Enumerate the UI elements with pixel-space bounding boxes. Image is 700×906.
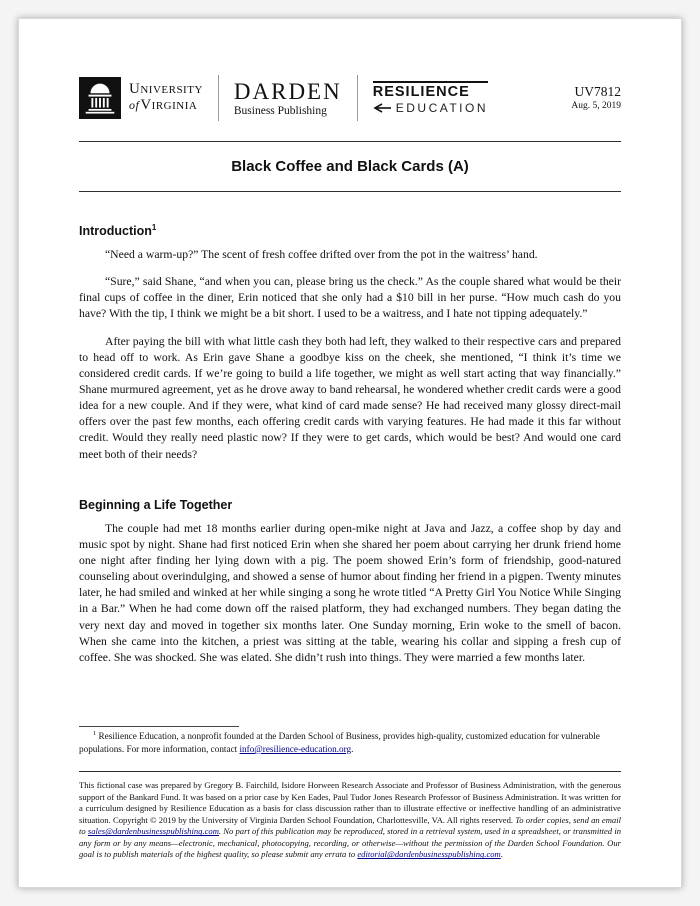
section-heading-text: Introduction (79, 224, 152, 238)
darden-wordmark: DARDEN (233, 78, 342, 104)
uva-wordmark-of: of (129, 98, 140, 112)
footnote (79, 730, 621, 755)
footer-text-segment: This fictional case was prepared by Gregory B. Fairchild, Isidore Horween Research Associate and Professor of Business Administration, with the generous support of the Bankard Fund. It was based on a prior case by Ken Eades, Paul Tudor Jones Research Professor of Business Administration. It was written for a curriculum designed by Resilience Education as a basis for class discussion rather than to illustrate effective or ineffective handling of an administrative situation. Copyright © 2019 by the University of Virginia Darden School Foundation, Charlottesville, VA. All rights reserved. (79, 780, 621, 825)
uva-wordmark-line1: University (129, 81, 203, 98)
section-heading-introduction (79, 224, 621, 238)
darden-tagline: Business Publishing (233, 104, 327, 117)
document-page (18, 18, 682, 888)
darden-logo-block (234, 80, 342, 117)
footnote-rule (79, 726, 239, 727)
footnote-text-segment: . (351, 743, 354, 754)
document-meta (571, 84, 621, 113)
footnote-marker: 1 (93, 730, 97, 738)
footer-rule (79, 771, 621, 772)
section-heading-beginning: Beginning a Life Together (79, 497, 233, 512)
header-rule (79, 141, 621, 142)
resilience-logo-block (373, 81, 488, 116)
paragraph: After paying the bill with what little cash they both had left, they walked to their respective cars and prepared to head off to work. As Erin gave Shane a goodbye kiss on the cheek, she mentioned, “I think it’s time we considered credit cards. If we’re going to build a life together, we might as well start acting that way financially.” Shane murmured agreement, yet as he drove away to band rehearsal, he wondered whether credit cards were a good idea for a new couple. And if they were, what kind of card made sense? He had received many glossy direct-mail offers over the past few months, each offering credit cards with varying features. He had made it this far without credit. Would they really need plastic now? If they were to get cards, which would be best? And would one card meet both of their needs? (79, 334, 621, 461)
masthead-divider (357, 75, 358, 121)
paragraph: “Need a warm-up?” The scent of fresh coffee drifted over from the pot in the waitress’ hand. (105, 248, 538, 261)
resilience-wordmark: RESILIENCE (372, 83, 470, 100)
uva-wordmark-line2: Virginia (140, 97, 198, 113)
uva-rotunda-icon (79, 77, 121, 119)
footer-attribution (79, 780, 621, 861)
footnote-reference: 1 (151, 222, 157, 232)
masthead-divider (218, 75, 219, 121)
footer-sales-email-link[interactable]: sales@dardenbusinesspublishing.com (87, 826, 219, 837)
title-rule (79, 191, 621, 192)
footer-text-segment: To order copies, send an email to (79, 814, 621, 837)
resilience-education-label: EDUCATION (395, 101, 489, 116)
footer-text-segment: . No part of this publication may be reproduced, stored in a retrieval system, used in a spreadsheet, or transmitted in any form or by any means—electronic, mechanical, photocopying, recording, or otherwise—without the permission of the Darden School Foundation. (79, 826, 621, 848)
footnote-block (79, 708, 621, 861)
paragraph: “Sure,” said Shane, “and when you can, please bring us the check.” As the couple shared what would be their final cups of coffee in the diner, Erin noticed that she only had a $10 bill in her purse. “How much cash do you have? With the tip, I think we might be a bit short. I used to be a waitress, and I hate not tipping adequately.” (79, 275, 621, 321)
paragraph: The couple had met 18 months earlier during open-mike night at Java and Jazz, a coffee shop by day and music spot by night. Shane had first noticed Erin when she shared her poem about carrying her drunk friend home one night after finding her lying down with a pig. The poem showed Erin’s form of friendship, good-natured counseling about overindulging, and showed a sense of humor about finding her friend in a pigpen. Twenty minutes later, he had smiled and winked at her while singing a song he wrote titled “A Pretty Girl You Notice While Singing in a Bar.” When he had come down off the raised platform, they had exchanged numbers. They began dating the very next day and moved in together six months later. One Sunday morning, Erin woke to the smell of bacon. When she came into the kitchen, a priest was sitting at the table, wearing his collar and sipping a fresh cup of coffee. She was shocked. She was elated. She didn’t rush into things. They were married a few months later. (79, 521, 621, 664)
left-arrow-icon (373, 103, 391, 113)
page-title: Black Coffee and Black Cards (A) (231, 158, 469, 175)
footer-editorial-email-link[interactable]: editorial@dardenbusinesspublishing.com (357, 849, 501, 860)
footnote-email-link[interactable]: info@resilience-education.org (239, 743, 352, 754)
uva-wordmark (129, 82, 203, 114)
document-date: Aug. 5, 2019 (571, 100, 621, 111)
uva-logo-block (79, 77, 203, 119)
document-number: UV7812 (574, 83, 621, 99)
footer-text-segment: . (500, 849, 503, 860)
masthead (79, 75, 621, 121)
footnote-text-segment: Resilience Education, a nonprofit founded at the Darden School of Business, provides high-quality, customized education for vulnerable populations. For more information, contact (79, 731, 600, 754)
footer-text-segment: Our goal is to publish materials of the highest quality, so please submit any errata to (79, 837, 621, 860)
